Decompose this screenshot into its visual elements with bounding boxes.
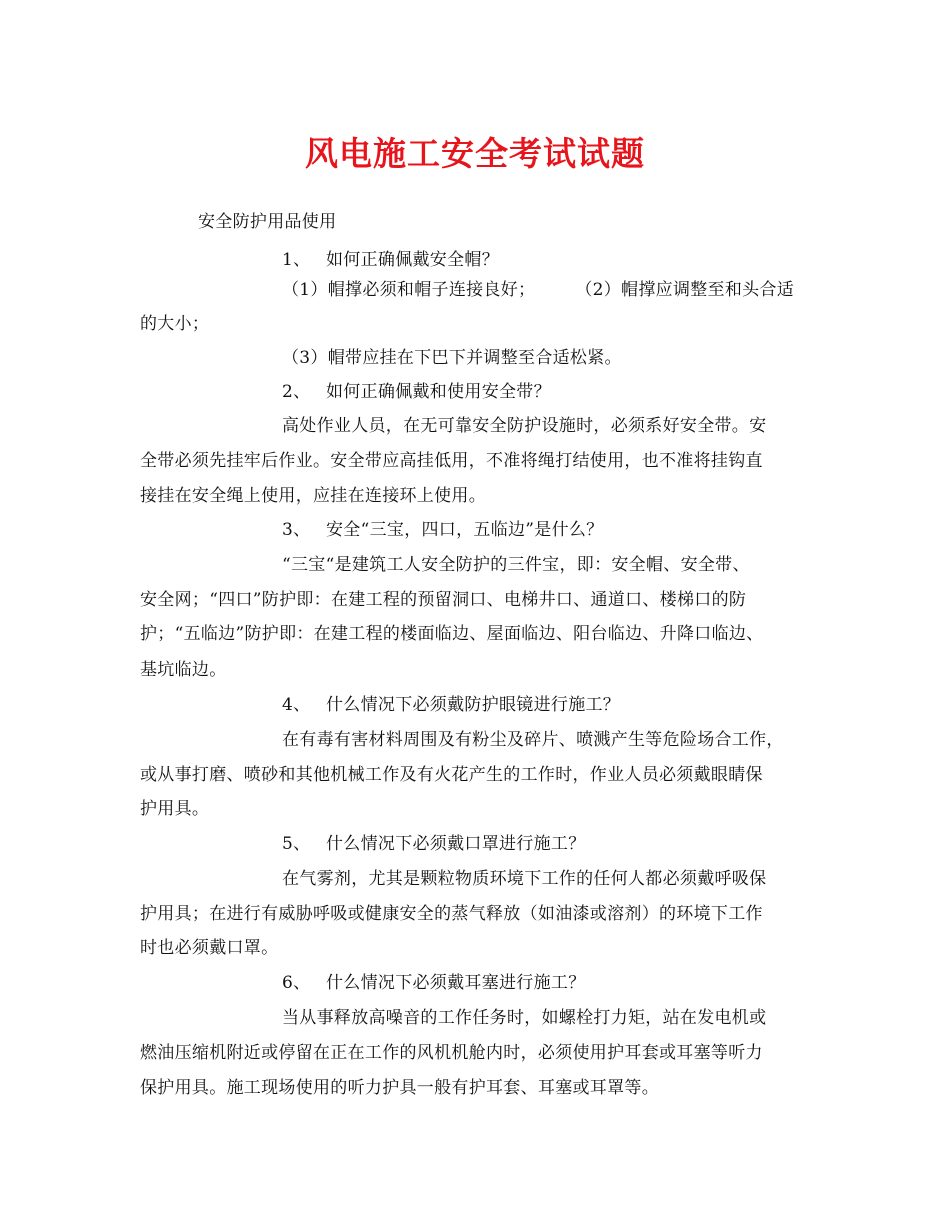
document-title: 风电施工安全考试试题: [305, 134, 645, 173]
question-text: 什么情况下必须戴口罩进行施工？: [326, 834, 586, 854]
answer-line: 护；“五临边”防护即：在建工程的楼面临边、屋面临边、阳台临边、升降口临边、: [140, 624, 764, 644]
answer-line: 当从事释放高噪音的工作任务时，如螺栓打力矩，站在发电机或: [282, 1008, 767, 1028]
question-number: 5、: [282, 834, 311, 854]
answer-line: 在有毒有害材料周围及有粉尘及碎片、喷溅产生等危险场合工作，: [282, 730, 784, 750]
answer-line: 时也必须戴口罩。: [140, 938, 279, 958]
answer-1-item-3: （3）帽带应挂在下巴下并调整至合适松紧。: [282, 348, 622, 368]
answer-line: 在气雾剂，尤其是颗粒物质环境下工作的任何人都必须戴呼吸保: [282, 869, 767, 889]
question-number: 3、: [282, 520, 311, 540]
question-number: 1、: [282, 250, 311, 270]
question-text: 安全“三宝，四口，五临边”是什么？: [326, 520, 604, 540]
answer-line: 保护用具。施工现场使用的听力护具一般有护耳套、耳塞或耳罩等。: [140, 1078, 659, 1098]
question-number: 6、: [282, 973, 311, 993]
question-3: [282, 518, 950, 542]
question-6: [282, 971, 950, 995]
question-text: 什么情况下必须戴耳塞进行施工？: [326, 973, 586, 993]
section-heading: 安全防护用品使用: [198, 212, 337, 232]
answer-line: 护用具。: [140, 799, 210, 819]
answer-line: 全带必须先挂牢后作业。安全带应高挂低用，不准将绳打结使用，也不准将挂钩直: [140, 451, 763, 471]
question-number: 2、: [282, 382, 311, 402]
answer-1-line: [282, 278, 950, 302]
question-2: [282, 380, 950, 404]
question-1: [282, 248, 950, 272]
answer-line: 基坑临边。: [140, 660, 227, 680]
question-text: 如何正确佩戴安全帽？: [326, 250, 499, 270]
answer-line: 或从事打磨、喷砂和其他机械工作及有火花产生的工作时，作业人员必须戴眼睛保: [140, 765, 763, 785]
answer-line: 高处作业人员，在无可靠安全防护设施时，必须系好安全带。安: [282, 416, 767, 436]
question-5: [282, 832, 950, 856]
question-text: 如何正确佩戴和使用安全带？: [326, 382, 551, 402]
answer-line: “三宝“是建筑工人安全防护的三件宝，即：安全帽、安全带、: [282, 555, 750, 575]
answer-line: 燃油压缩机附近或停留在正在工作的风机机舱内时，必须使用护耳套或耳塞等听力: [140, 1043, 763, 1063]
answer-item: （2）帽撑应调整至和头合适: [575, 280, 795, 300]
answer-item: （1）帽撑必须和帽子连接良好；: [282, 280, 536, 300]
question-4: [282, 693, 950, 717]
answer-line: 安全网；“四口”防护即：在建工程的预留洞口、电梯井口、通道口、楼梯口的防: [140, 590, 747, 610]
answer-line: 护用具；在进行有威胁呼吸或健康安全的蒸气释放（如油漆或溶剂）的环境下工作: [140, 904, 763, 924]
question-number: 4、: [282, 695, 311, 715]
answer-1-continuation: 的大小；: [140, 314, 210, 334]
question-text: 什么情况下必须戴防护眼镜进行施工？: [326, 695, 621, 715]
answer-line: 接挂在安全绳上使用，应挂在连接环上使用。: [140, 486, 486, 506]
